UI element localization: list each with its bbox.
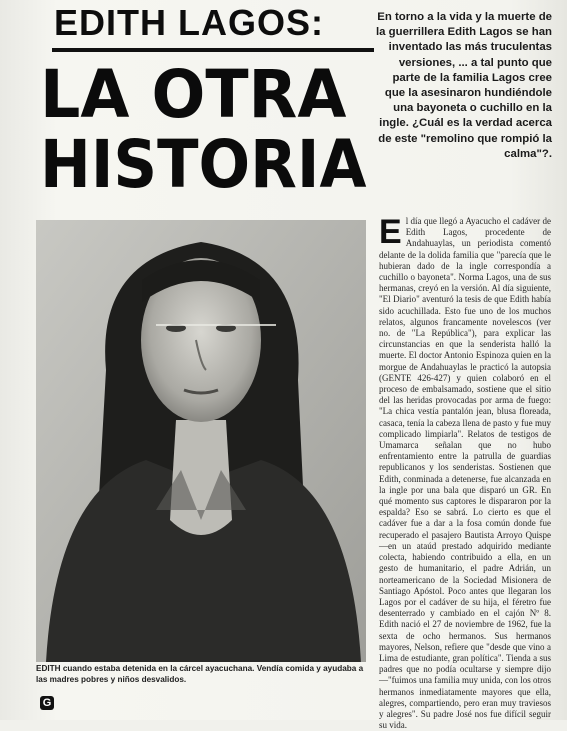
drop-cap: E [379,213,402,251]
kicker-title: EDITH LAGOS: [54,2,324,43]
headline-line-2: HISTORIA [40,126,367,203]
publisher-logo: G [40,696,54,710]
portrait-photo [36,220,366,662]
photo-caption: EDITH cuando estaba detenida en la cárcel ayacuchana. Vendía comida y ayudaba a las madres pobres y niños desvalidos. [36,664,364,684]
article-body-text: l día que llegó a Ayacucho el cadáver de Edith Lagos, procedente de Andahuaylas, un periodista comentó delante de la dolida familia que "parecía que le hubieran dado de la ingle correspondía a cuchillo o bayoneta". Norma Lagos, una de sus hermanas, creyó en la versión. Al día siguiente, "El Diario" aventuró la tesis de que Edith había sido acuchillada. Esto fue uno de los muchos relatos, algunos francamente novelescos (ver no. de "La República"), para explicar las circunstancias en que la senderista halló la muerte. El doctor Antonio Espinoza quien en la morgue de Andahuaylas le practicó la autopsia (GENTE 426-427) y quien colaboró en el proceso de embalsamado, sostiene que el sitio del las heridas provocadas por arma de fuego: "La chica vestía pantalón jean, blusa floreada, casaca, tenía la cabeza llena de pasto y fue muy complicado limpiarla". Relatos de testigos de Umamarca señalan que no hubo enfrentamiento entre la patrulla de guardias republicanos y los senderistas. Sostienen que Edith, conminada a detenerse, fue alcanzada en la ingle por una bala que disparó un GR. En qué momento sus captores le dispararon por la espalda? Eso se sabrá. Lo cierto es que el cadáver fue a dar a la fosa común donde fue recuperado el pasajero Bautista Arroyo Quispe—en un ataúd prestado adquirido mediante colecta, habiendo contribuido a ella, en un gesto de humanitario, el padre Adrián, un norteamericano de la Sociedad Misionera de Santiago Apóstol. Poco antes que llegaran los Lagos por el cadáver de su hija, el féretro fue desenterrado y cambiado en el cajón Nº 8. Edith nació el 27 de noviembre de 1962, fue la sexta de ocho hermanos. Sus hermanos mayores, Nelson, refiere que "desde que vino a Lima de estudiante, gran política". Tienda a sus padres que no podía ocultarse y siempre dijo—"fuimos una familia muy unida, con los otros hermanos inmediatamente mayores que ella, alegres, compartiendo, pero eran muy traviesos y alegres". Su padre José nos fue difícil seguir su vida. [379,216,551,731]
title-rule [52,48,374,52]
headline-line-1: LA OTRA [40,56,347,133]
portrait-illustration [36,220,366,662]
article-body-column [379,213,551,731]
article-deck: En torno a la vida y la muerte de la guerrillera Edith Lagos se han inventado las más truculentas versiones, ... a tal punto que parte de la familia Lagos cree que la asesinaron hundiéndole una bayoneta o cuchillo en la ingle. ¿Cuál es la verdad acerca de este "remolino que rompió la calma"?. [376,11,552,160]
